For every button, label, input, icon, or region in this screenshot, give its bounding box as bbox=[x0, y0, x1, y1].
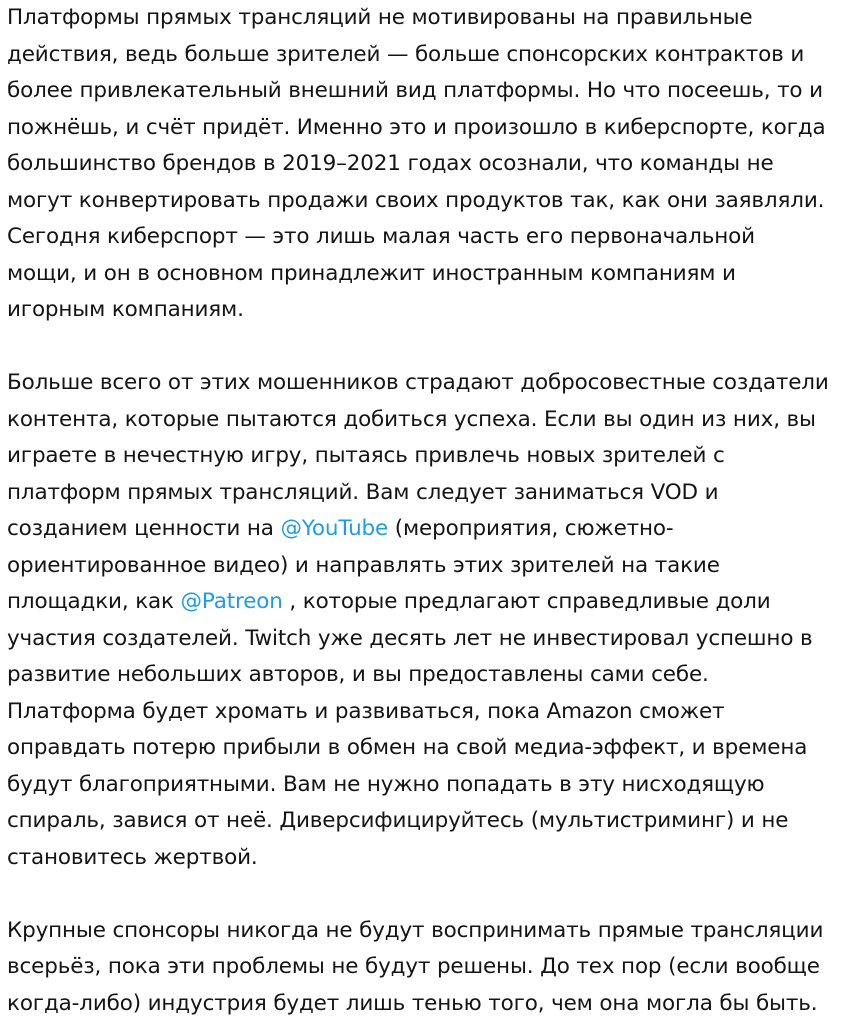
text-line: Крупные спонсоры никогда не будут воспринимать прямые трансляции bbox=[7, 913, 847, 950]
text-line: платформ прямых трансляций. Вам следует заниматься VOD и bbox=[7, 475, 847, 512]
text-line bbox=[7, 584, 847, 621]
paragraph bbox=[7, 365, 848, 876]
text-line: развитие небольших авторов, и вы предоставлены сами себе. bbox=[7, 657, 847, 694]
text-line: когда-либо) индустрия будет лишь тенью того, чем она могла бы быть. bbox=[7, 986, 847, 1022]
text-line: Платформы прямых трансляций не мотивированы на правильные bbox=[7, 0, 847, 37]
text-line: мощи, и он в основном принадлежит иностранным компаниям и bbox=[7, 256, 847, 293]
text-line: оправдать потерю прибыли в обмен на свой медиа-эффект, и времена bbox=[7, 730, 847, 767]
text-segment: , которые предлагают справедливые доли bbox=[283, 589, 771, 614]
text-segment: создaнием ценности на bbox=[7, 516, 280, 541]
text-line: будут благоприятными. Вам не нужно попадать в эту нисходящую bbox=[7, 767, 847, 804]
text-line: спираль, завися от неё. Диверсифицируйтесь (мультистриминг) и не bbox=[7, 803, 847, 840]
text-line: большинство брендов в 2019–2021 годах осознали, что команды не bbox=[7, 146, 847, 183]
text-line: действия, ведь больше зрителей — больше спонсорских контрактов и bbox=[7, 37, 847, 74]
text-segment: (мероприятия, сюжетно- bbox=[388, 516, 673, 541]
youtube-mention-link[interactable]: @YouTube bbox=[280, 516, 388, 541]
text-line: могут конвертировать продажи своих продуктов так, как они заявляли. bbox=[7, 183, 847, 220]
text-line: игорным компаниям. bbox=[7, 292, 847, 329]
text-line: пожнёшь, и счёт придёт. Именно это и произошло в киберспорте, когда bbox=[7, 110, 847, 147]
text-segment: площадки, как bbox=[7, 589, 181, 614]
text-line: всерьёз, пока эти проблемы не будут решены. До тех пор (если вообще bbox=[7, 949, 847, 986]
text-line: участия создателей. Twitch уже десять лет не инвестировал успешно в bbox=[7, 621, 847, 658]
text-line: контента, которые пытаются добиться успеха. Если вы один из них, вы bbox=[7, 402, 847, 439]
paragraph bbox=[7, 913, 848, 1022]
text-line: ориентированное видео) и направлять этих зрителей на такие bbox=[7, 548, 847, 585]
text-line: более привлекательный внешний вид платформы. Но что посеешь, то и bbox=[7, 73, 847, 110]
paragraph bbox=[7, 0, 848, 329]
text-line: становитесь жертвой. bbox=[7, 840, 847, 877]
text-line bbox=[7, 511, 847, 548]
text-line: играете в нечестную игру, пытаясь привлечь новых зрителей с bbox=[7, 438, 847, 475]
text-line: Сегодня киберспорт — это лишь малая часть его первоначальной bbox=[7, 219, 847, 256]
patreon-mention-link[interactable]: @Patreon bbox=[181, 589, 283, 614]
text-line: Платформа будет хромать и развиваться, пока Amazon сможет bbox=[7, 694, 847, 731]
paragraph-gap bbox=[7, 329, 848, 366]
paragraph-gap bbox=[7, 876, 848, 913]
text-line: Больше всего от этих мошенников страдают добросовестные создатели bbox=[7, 365, 847, 402]
